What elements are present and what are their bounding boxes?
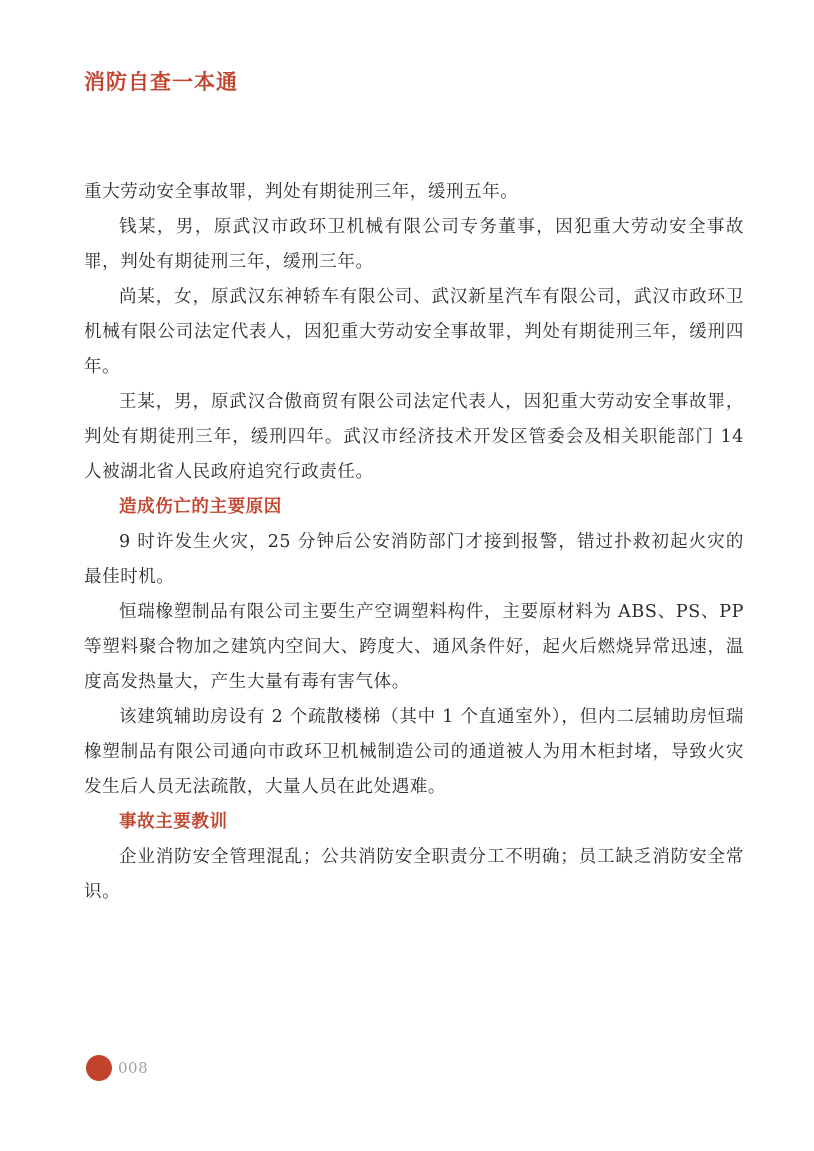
section-heading: 事故主要教训 — [119, 812, 228, 832]
body-paragraph: 恒瑞橡塑制品有限公司主要生产空调塑料构件，主要原材料为 ABS、PS、PP 等塑料聚合物加之建筑内空间大、跨度大、通风条件好，起火后燃烧异常迅速，温度高发热量大，产生大量有毒有害气体。 — [84, 602, 744, 692]
book-title: 消防自查一本通 — [84, 70, 238, 94]
running-header — [84, 66, 238, 96]
body-paragraph: 尚某，女，原武汉东神轿车有限公司、武汉新星汽车有限公司，武汉市政环卫机械有限公司法定代表人，因犯重大劳动安全事故罪，判处有期徒刑三年，缓刑四年。 — [84, 287, 744, 377]
page-footer — [86, 1055, 148, 1081]
body-paragraph: 王某，男，原武汉合傲商贸有限公司法定代表人，因犯重大劳动安全事故罪，判处有期徒刑三年，缓刑四年。武汉市经济技术开发区管委会及相关职能部门 14 人被湖北省人民政府追究行政责任。 — [84, 392, 744, 482]
page-marker-circle — [86, 1055, 112, 1081]
body-paragraph: 9 时许发生火灾，25 分钟后公安消防部门才接到报警，错过扑救初起火灾的最佳时机。 — [84, 532, 744, 587]
page-body — [84, 175, 744, 910]
section-heading: 造成伤亡的主要原因 — [119, 497, 282, 517]
body-paragraph: 该建筑辅助房设有 2 个疏散楼梯（其中 1 个直通室外），但内二层辅助房恒瑞橡塑制品有限公司通向市政环卫机械制造公司的通道被人为用木柜封堵，导致火灾发生后人员无法疏散，大量人员在此处遇难。 — [84, 707, 744, 797]
body-paragraph: 企业消防安全管理混乱；公共消防安全职责分工不明确；员工缺乏消防安全常识。 — [84, 847, 744, 902]
page-number: 008 — [118, 1059, 149, 1077]
body-paragraph: 钱某，男，原武汉市政环卫机械有限公司专务董事，因犯重大劳动安全事故罪，判处有期徒刑三年，缓刑三年。 — [84, 217, 744, 272]
body-paragraph: 重大劳动安全事故罪，判处有期徒刑三年，缓刑五年。 — [84, 182, 519, 202]
